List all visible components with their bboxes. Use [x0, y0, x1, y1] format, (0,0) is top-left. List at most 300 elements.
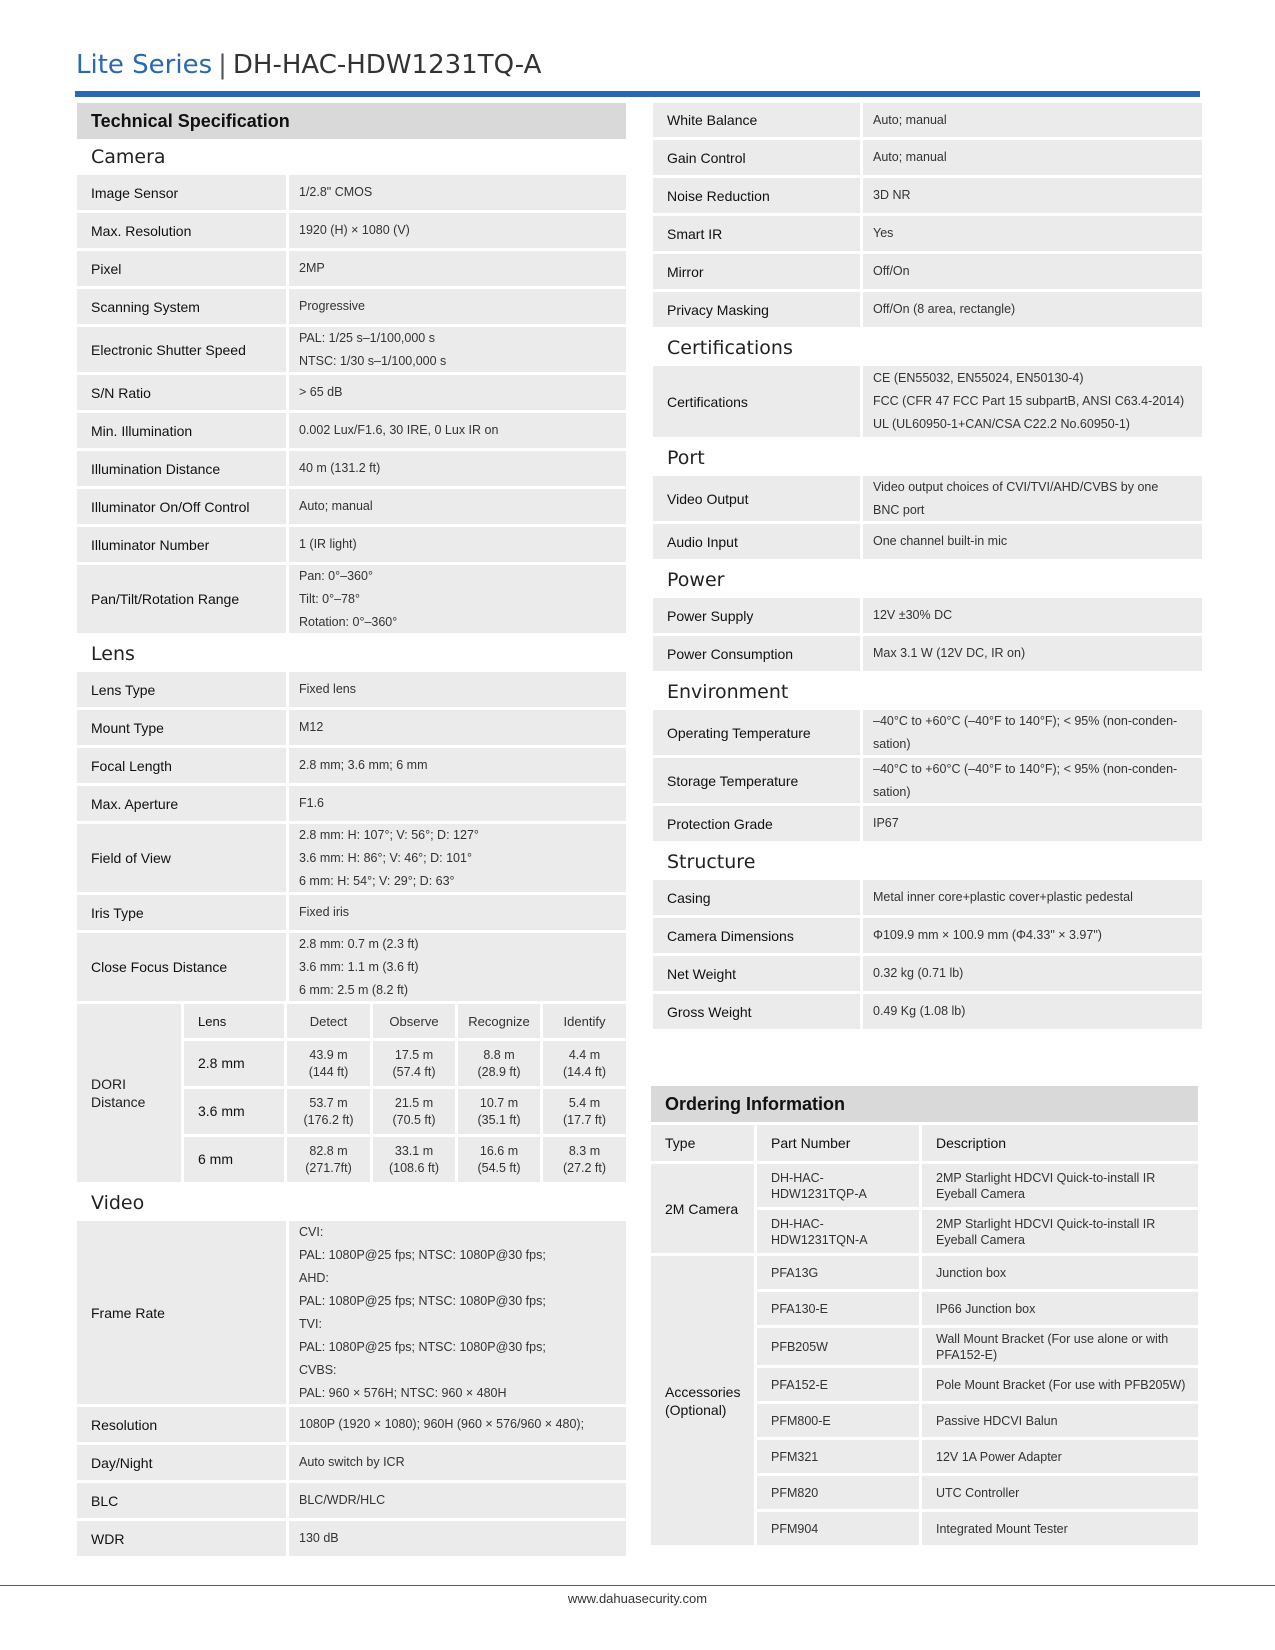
spec-value-line: 40 m (131.2 ft)	[299, 461, 381, 475]
spec-value-line: 130 dB	[299, 1531, 339, 1545]
left-column	[77, 103, 626, 1559]
port-table	[653, 476, 1202, 559]
spec-value	[289, 824, 626, 892]
part-number-line: PFM321	[771, 1449, 819, 1464]
spec-value-line: FCC (CFR 47 FCC Part 15 subpartB, ANSI C63.4-2014)	[873, 394, 1185, 408]
dori-cell-line: (14.4 ft)	[562, 1064, 607, 1079]
dori-cell-line: 16.6 m	[479, 1143, 519, 1158]
spec-value	[863, 636, 1202, 671]
spec-label: Lens Type	[77, 672, 286, 707]
spec-row	[653, 140, 1202, 175]
description-line: 2MP Starlight HDCVI Quick-to-install IR	[936, 1216, 1156, 1231]
spec-value	[289, 748, 626, 783]
spec-value-line: Fixed iris	[299, 905, 350, 919]
spec-value-line: Φ109.9 mm × 100.9 mm (Φ4.33" × 3.97")	[873, 928, 1102, 942]
lens-table	[77, 672, 626, 1001]
spec-value	[863, 178, 1202, 213]
dori-cell-line: 5.4 m	[568, 1095, 601, 1110]
spec-value	[289, 1521, 626, 1556]
footer-rule	[0, 1585, 1275, 1586]
spec-row	[77, 527, 626, 562]
ordering-part-number	[757, 1164, 919, 1207]
video-cont-table	[653, 103, 1202, 327]
part-number-line: PFM800-E	[771, 1413, 831, 1428]
spec-value	[289, 175, 626, 210]
dori-header: Detect	[287, 1004, 370, 1038]
ordering-type-camera: 2M Camera	[651, 1164, 754, 1253]
spec-value-line: 1080P (1920 × 1080); 960H (960 × 576/960 × 480);	[299, 1417, 585, 1431]
spec-value-line: Auto; manual	[873, 150, 947, 164]
dori-cell	[458, 1089, 540, 1134]
spec-label: Pixel	[77, 251, 286, 286]
spec-value-line: Fixed lens	[299, 682, 356, 696]
spec-value-line: 2.8 mm: H: 107°; V: 56°; D: 127°	[299, 827, 479, 842]
spec-value-line: –40°C to +60°C (–40°F to 140°F); < 95% (non-conden-	[873, 761, 1178, 776]
spec-label: Focal Length	[77, 748, 286, 783]
spec-row	[653, 710, 1202, 755]
description-line: Pole Mount Bracket (For use with PFB205W)	[936, 1377, 1186, 1392]
spec-value	[863, 710, 1202, 755]
spec-label: Illumination Distance	[77, 451, 286, 486]
ordering-part-number	[757, 1328, 919, 1365]
description-line: 2MP Starlight HDCVI Quick-to-install IR	[936, 1170, 1156, 1185]
spec-label: Max. Aperture	[77, 786, 286, 821]
dori-cell	[543, 1089, 626, 1134]
dori-cell-line: 8.3 m	[568, 1143, 601, 1158]
description-line: Eyeball Camera	[936, 1232, 1025, 1247]
ordering-part-number	[757, 1292, 919, 1325]
spec-value	[289, 1483, 626, 1518]
ordering-part-number	[757, 1256, 919, 1289]
spec-value-line: 3.6 mm: 1.1 m (3.6 ft)	[299, 959, 419, 974]
dori-cell-line: 43.9 m	[309, 1047, 348, 1062]
dori-label-line: Distance	[91, 1094, 146, 1110]
spec-label: WDR	[77, 1521, 286, 1556]
spec-value-line: 3.6 mm: H: 86°; V: 46°; D: 101°	[299, 850, 472, 865]
spec-value	[863, 806, 1202, 841]
spec-value-line: Auto; manual	[873, 112, 947, 127]
spec-value-line: 0.49 Kg (1.08 lb)	[873, 1004, 966, 1018]
ordering-part-number	[757, 1512, 919, 1545]
dori-cell-line: 8.8 m	[483, 1047, 515, 1062]
spec-value-line: –40°C to +60°C (–40°F to 140°F); < 95% (non-conden-	[873, 713, 1178, 728]
dori-cell	[373, 1137, 455, 1182]
dori-header: Identify	[543, 1004, 626, 1038]
section-title-environment: Environment	[667, 681, 789, 703]
certifications-table	[653, 366, 1202, 437]
spec-value	[863, 880, 1202, 915]
environment-table	[653, 710, 1202, 841]
spec-row	[77, 710, 626, 745]
spec-row	[77, 413, 626, 448]
spec-value-line: Pan: 0°–360°	[299, 568, 373, 583]
dori-cell	[543, 1137, 626, 1182]
camera-table	[77, 175, 626, 633]
spec-value	[289, 710, 626, 745]
spec-value	[289, 1407, 626, 1442]
spec-row	[653, 216, 1202, 251]
part-number-line: PFM820	[771, 1485, 819, 1500]
spec-row	[653, 598, 1202, 633]
section-title-camera: Camera	[91, 146, 166, 168]
spec-value-line: 2.8 mm; 3.6 mm; 6 mm	[299, 758, 428, 772]
ordering-info	[651, 1086, 1198, 1545]
spec-value-line: CVBS:	[299, 1362, 337, 1377]
spec-row	[77, 672, 626, 707]
spec-row	[653, 476, 1202, 521]
spec-row	[653, 758, 1202, 803]
spec-row	[77, 1407, 626, 1442]
spec-value-line: PAL: 1/25 s–1/100,000 s	[299, 330, 435, 345]
spec-label: Illuminator Number	[77, 527, 286, 562]
spec-header: Technical Specification	[77, 103, 626, 139]
spec-row	[653, 636, 1202, 671]
spec-label: Video Output	[653, 476, 860, 521]
part-number-line: PFA13G	[771, 1265, 819, 1280]
series-name: Lite Series	[76, 50, 213, 80]
dori-lens: 6 mm	[184, 1137, 284, 1182]
dori-cell	[458, 1137, 540, 1182]
spec-value-line: 6 mm: H: 54°; V: 29°; D: 63°	[299, 873, 455, 888]
spec-value	[289, 565, 626, 633]
spec-label: Scanning System	[77, 289, 286, 324]
spec-value	[289, 413, 626, 448]
part-number-line: PFM904	[771, 1521, 819, 1536]
description-line: Eyeball Camera	[936, 1186, 1025, 1201]
spec-row	[77, 289, 626, 324]
description-line: Passive HDCVI Balun	[936, 1413, 1058, 1428]
dori-cell	[287, 1041, 370, 1086]
spec-value-line: PAL: 1080P@25 fps; NTSC: 1080P@30 fps;	[299, 1339, 546, 1354]
spec-value-line: AHD:	[299, 1270, 329, 1285]
spec-value-line: 2MP	[299, 261, 325, 275]
spec-label: Frame Rate	[77, 1221, 286, 1404]
dori-header: Recognize	[458, 1004, 540, 1038]
spec-row	[77, 1445, 626, 1480]
spec-label: Privacy Masking	[653, 292, 860, 327]
ordering-part-number	[757, 1368, 919, 1401]
spec-value-line: F1.6	[299, 796, 325, 810]
description-line: 12V 1A Power Adapter	[936, 1449, 1062, 1464]
ordering-description	[922, 1404, 1198, 1437]
spec-value	[289, 672, 626, 707]
dori-cell	[543, 1041, 626, 1086]
video-table	[77, 1221, 626, 1556]
type-line: Accessories	[665, 1383, 741, 1400]
spec-label: Gain Control	[653, 140, 860, 175]
ordering-part-number	[757, 1404, 919, 1437]
spec-label: Audio Input	[653, 524, 860, 559]
title-separator: |	[218, 50, 227, 80]
right-column	[653, 103, 1202, 1032]
ordering-description	[922, 1328, 1198, 1365]
ordering-description	[922, 1210, 1198, 1253]
spec-row	[653, 178, 1202, 213]
spec-label: Noise Reduction	[653, 178, 860, 213]
spec-value-line: Off/On	[873, 264, 910, 278]
spec-value-line: 2.8 mm: 0.7 m (2.3 ft)	[299, 936, 419, 951]
dori-cell-line: (57.4 ft)	[392, 1064, 436, 1079]
spec-value	[289, 213, 626, 248]
dori-header: Observe	[373, 1004, 455, 1038]
spec-label: Net Weight	[653, 956, 860, 991]
dori-cell	[287, 1137, 370, 1182]
spec-row	[77, 375, 626, 410]
spec-row	[653, 918, 1202, 953]
spec-value-line: PAL: 960 × 576H; NTSC: 960 × 480H	[299, 1385, 507, 1400]
spec-value-line: Tilt: 0°–78°	[299, 591, 360, 606]
spec-value-line: NTSC: 1/30 s–1/100,000 s	[299, 353, 447, 368]
spec-row	[77, 824, 626, 892]
spec-label: BLC	[77, 1483, 286, 1518]
dori-cell	[458, 1041, 540, 1086]
section-title-video: Video	[91, 1192, 145, 1214]
spec-value-line: Off/On (8 area, rectangle)	[873, 302, 1016, 316]
spec-label: Day/Night	[77, 1445, 286, 1480]
spec-value-line: 3D NR	[873, 188, 911, 202]
spec-label: Max. Resolution	[77, 213, 286, 248]
spec-value-line: BNC port	[873, 502, 925, 517]
spec-value-line: CVI:	[299, 1224, 324, 1239]
spec-value	[863, 956, 1202, 991]
section-title-lens: Lens	[91, 643, 135, 665]
dori-cell-line: 82.8 m	[309, 1143, 348, 1158]
spec-value-line: CE (EN55032, EN55024, EN50130-4)	[873, 371, 1084, 385]
spec-value	[863, 476, 1202, 521]
dori-lens: 3.6 mm	[184, 1089, 284, 1134]
spec-value	[289, 895, 626, 930]
spec-value	[863, 366, 1202, 437]
power-table	[653, 598, 1202, 671]
spec-value	[863, 292, 1202, 327]
spec-row	[77, 786, 626, 821]
part-number-line: PFA152-E	[771, 1377, 828, 1392]
spec-row	[77, 895, 626, 930]
spec-row	[653, 292, 1202, 327]
spec-row	[77, 175, 626, 210]
footer-url: www.dahuasecurity.com	[567, 1591, 708, 1606]
model-number: DH-HAC-HDW1231TQ-A	[232, 50, 542, 80]
spec-value	[289, 786, 626, 821]
ordering-description	[922, 1292, 1198, 1325]
spec-value-line: Metal inner core+plastic cover+plastic pedestal	[873, 890, 1133, 904]
spec-label: Smart IR	[653, 216, 860, 251]
spec-label: Electronic Shutter Speed	[77, 327, 286, 372]
spec-value	[863, 140, 1202, 175]
spec-value-line: Yes	[873, 226, 894, 240]
spec-label: Close Focus Distance	[77, 933, 286, 1001]
spec-value	[289, 375, 626, 410]
type-line: (Optional)	[665, 1401, 727, 1418]
spec-value	[863, 524, 1202, 559]
spec-label: White Balance	[653, 103, 860, 137]
spec-row	[77, 1483, 626, 1518]
dori-cell-line: (108.6 ft)	[388, 1160, 440, 1175]
spec-row	[653, 880, 1202, 915]
spec-value-line: Progressive	[299, 299, 365, 313]
dori-cell-line: (271.7ft)	[305, 1160, 352, 1175]
part-number-line: DH-HAC-	[771, 1216, 824, 1231]
section-title-port: Port	[667, 447, 705, 469]
spec-label: Iris Type	[77, 895, 286, 930]
spec-value	[289, 451, 626, 486]
spec-value-line: UL (UL60950-1+CAN/CSA C22.2 No.60950-1)	[873, 417, 1130, 431]
spec-row	[77, 451, 626, 486]
spec-value	[289, 327, 626, 372]
dori-cell	[287, 1089, 370, 1134]
spec-label: Mount Type	[77, 710, 286, 745]
spec-row	[77, 565, 626, 633]
ordering-description	[922, 1440, 1198, 1473]
spec-value-line: One channel built-in mic	[873, 534, 1008, 548]
spec-row	[77, 251, 626, 286]
dori-cell-line: (35.1 ft)	[477, 1112, 521, 1127]
spec-value	[289, 289, 626, 324]
spec-label: Image Sensor	[77, 175, 286, 210]
spec-value-line: Rotation: 0°–360°	[299, 614, 398, 629]
dori-cell-line: 17.5 m	[394, 1047, 434, 1062]
part-number-line: HDW1231TQN-A	[771, 1232, 868, 1247]
ordering-part-number	[757, 1210, 919, 1253]
dori-cell-line: 33.1 m	[394, 1143, 434, 1158]
spec-value	[289, 1445, 626, 1480]
dori-label	[77, 1004, 181, 1182]
spec-value-line: Max 3.1 W (12V DC, IR on)	[873, 646, 1026, 660]
spec-label: Gross Weight	[653, 994, 860, 1029]
spec-value	[863, 918, 1202, 953]
dori-header: Lens	[184, 1004, 284, 1038]
spec-row	[77, 489, 626, 524]
spec-value-line: 0.002 Lux/F1.6, 30 IRE, 0 Lux IR on	[299, 423, 499, 437]
dori-cell-line: (70.5 ft)	[392, 1112, 436, 1127]
part-number-line: PFB205W	[771, 1339, 828, 1354]
spec-label: Camera Dimensions	[653, 918, 860, 953]
spec-label: Mirror	[653, 254, 860, 289]
spec-value	[863, 216, 1202, 251]
ordering-type-accessories	[651, 1256, 754, 1545]
ordering-description	[922, 1256, 1198, 1289]
spec-row	[77, 213, 626, 248]
spec-row	[653, 994, 1202, 1029]
dori-cell-line: (27.2 ft)	[562, 1160, 607, 1175]
dori-cell	[373, 1041, 455, 1086]
dori-table	[77, 1004, 626, 1182]
header-rule	[75, 91, 1200, 97]
ordering-description	[922, 1512, 1198, 1545]
spec-label: Casing	[653, 880, 860, 915]
spec-label: Resolution	[77, 1407, 286, 1442]
description-line: IP66 Junction box	[936, 1301, 1036, 1316]
spec-value	[863, 254, 1202, 289]
dori-cell-line: 21.5 m	[394, 1095, 434, 1110]
dori-cell-line: (54.5 ft)	[477, 1160, 521, 1175]
dori-cell-line: (28.9 ft)	[477, 1064, 521, 1079]
part-number-line: HDW1231TQP-A	[771, 1186, 867, 1201]
spec-value	[289, 1221, 626, 1404]
spec-row	[77, 933, 626, 1001]
spec-value-line: M12	[299, 720, 324, 734]
spec-label: Pan/Tilt/Rotation Range	[77, 565, 286, 633]
spec-value-line: IP67	[873, 816, 899, 830]
spec-value-line: PAL: 1080P@25 fps; NTSC: 1080P@30 fps;	[299, 1293, 546, 1308]
spec-label: Power Supply	[653, 598, 860, 633]
spec-label: Storage Temperature	[653, 758, 860, 803]
spec-label: Illuminator On/Off Control	[77, 489, 286, 524]
spec-value-line: > 65 dB	[299, 385, 343, 399]
dori-cell-line: (17.7 ft)	[562, 1112, 607, 1127]
spec-label: Certifications	[653, 366, 860, 437]
spec-value-line: PAL: 1080P@25 fps; NTSC: 1080P@30 fps;	[299, 1247, 546, 1262]
spec-value	[863, 598, 1202, 633]
spec-row	[653, 366, 1202, 437]
spec-value-line: TVI:	[299, 1316, 322, 1331]
spec-row	[653, 524, 1202, 559]
part-number-line: PFA130-E	[771, 1301, 828, 1316]
spec-label: Protection Grade	[653, 806, 860, 841]
ordering-part-number	[757, 1440, 919, 1473]
dori-cell-line: (144 ft)	[308, 1064, 349, 1079]
spec-value-line: sation)	[873, 784, 911, 799]
ordering-part-number	[757, 1476, 919, 1509]
spec-value	[289, 933, 626, 1001]
spec-value	[289, 527, 626, 562]
spec-label: Power Consumption	[653, 636, 860, 671]
spec-value	[289, 251, 626, 286]
spec-value-line: 12V ±30% DC	[873, 608, 953, 622]
spec-value-line: 1920 (H) × 1080 (V)	[299, 223, 410, 237]
spec-row	[77, 1221, 626, 1404]
structure-table	[653, 880, 1202, 1029]
ordering-description	[922, 1368, 1198, 1401]
spec-row	[653, 956, 1202, 991]
spec-value	[863, 103, 1202, 137]
spec-label: Operating Temperature	[653, 710, 860, 755]
ordering-description	[922, 1164, 1198, 1207]
ordering-col-header: Part Number	[757, 1125, 919, 1161]
spec-value-line: Auto; manual	[299, 499, 373, 513]
spec-value	[863, 758, 1202, 803]
description-line: Wall Mount Bracket (For use alone or with	[936, 1331, 1169, 1346]
spec-value-line: 6 mm: 2.5 m (8.2 ft)	[299, 982, 409, 997]
ordering-col-header: Description	[922, 1125, 1198, 1161]
spec-value	[289, 489, 626, 524]
section-title-power: Power	[667, 569, 725, 591]
spec-row	[653, 103, 1202, 137]
section-title-certifications: Certifications	[667, 337, 793, 359]
dori-cell-line: 4.4 m	[568, 1047, 601, 1062]
dori-grid	[184, 1004, 626, 1182]
spec-label: Min. Illumination	[77, 413, 286, 448]
spec-value-line: Auto switch by ICR	[299, 1455, 405, 1469]
ordering-grid	[651, 1125, 1198, 1545]
section-title-structure: Structure	[667, 851, 756, 873]
dori-cell	[373, 1089, 455, 1134]
ordering-description	[922, 1476, 1198, 1509]
spec-row	[77, 327, 626, 372]
spec-value	[863, 994, 1202, 1029]
dori-cell-line: 53.7 m	[309, 1095, 348, 1110]
description-line: UTC Controller	[936, 1485, 1020, 1500]
spec-row	[653, 806, 1202, 841]
spec-row	[77, 748, 626, 783]
spec-value-line: 1 (IR light)	[299, 537, 357, 551]
spec-value-line: BLC/WDR/HLC	[299, 1493, 386, 1507]
description-line: PFA152-E)	[936, 1347, 998, 1362]
spec-value-line: Video output choices of CVI/TVI/AHD/CVBS by one	[873, 479, 1159, 494]
page-title	[76, 50, 541, 80]
spec-label: Field of View	[77, 824, 286, 892]
dori-lens: 2.8 mm	[184, 1041, 284, 1086]
